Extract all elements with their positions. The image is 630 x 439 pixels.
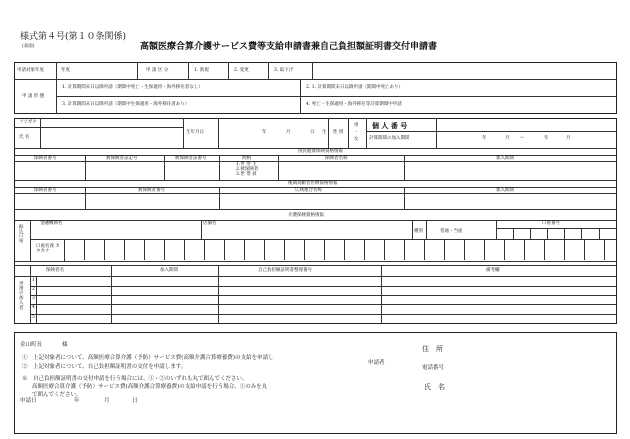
- applicant-name-label: 氏 名: [424, 383, 445, 391]
- phone-field[interactable]: [450, 362, 610, 374]
- statement-benefit-claim[interactable]: ① 上記対象者について、高額医療合算介護（予防）サービス費(高額介護合算療養費)の支給を申請し: [22, 355, 274, 361]
- care-section-title: 介護保険資格情報: [288, 213, 324, 218]
- nhi-insurer-number-header: 保険者番号: [34, 156, 57, 161]
- family-row-number: 5: [32, 315, 35, 320]
- nhi-section-title: 国民健康保険資格情報: [298, 149, 343, 154]
- nhi-insurer-name-header: 保険者名称: [325, 156, 348, 161]
- family-row-number: 2: [32, 287, 35, 292]
- application-form-label: 申 請 形 態: [22, 94, 45, 99]
- sex-male-option[interactable]: 男: [354, 123, 359, 128]
- coverage-period-label: 計算期間の加入期間: [369, 136, 410, 141]
- addressee: 金山町長: [20, 342, 43, 348]
- relation-option-insured[interactable]: 2.被保険者: [236, 167, 259, 172]
- furigana-label: フリガナ: [19, 120, 37, 125]
- nhi-period-header: 加入期間: [496, 156, 514, 161]
- sex-female-option[interactable]: 女: [354, 137, 359, 142]
- form-number: 様式第４号(第１０条関係): [20, 32, 127, 42]
- period-end-month: 月: [566, 136, 571, 141]
- family-row-number: 1: [32, 278, 35, 283]
- account-number-label: 口座番号: [542, 221, 560, 226]
- family-period-header: 加入期間: [160, 268, 178, 273]
- personal-number-field[interactable]: [437, 119, 616, 130]
- period-start-month: 月: [505, 136, 510, 141]
- target-year-unit: 年度: [61, 68, 70, 73]
- account-holder-kana-cells[interactable]: [65, 240, 616, 260]
- nhi-card-symbol-header: 被保険者証記号: [106, 156, 138, 161]
- account-type-label: 種別: [414, 229, 423, 234]
- form-option-1[interactable]: 1. 計算期間末日以降申請（期間中死亡・生保適用・海外移住者なし）: [62, 85, 203, 90]
- address-label: 住 所: [422, 345, 443, 353]
- late-union-name-header: 広域連合名称: [295, 188, 322, 193]
- form-option-2[interactable]: 2. 1. 計算期間末日以降申請（期間中死亡あり）: [306, 85, 403, 90]
- family-row-number: 4: [32, 305, 35, 310]
- family-insurer-header: 保険者名: [46, 268, 64, 273]
- applicant-label: 申請者: [368, 360, 385, 366]
- branch-name-label: 店舗名: [203, 221, 217, 226]
- statement-certificate-request[interactable]: ② 上記対象者について、自己負担額証明書の交付を申請します。: [22, 364, 187, 370]
- application-date-label: 申請日: [20, 398, 37, 404]
- family-certificate-no-header: 自己負担額証明書整理番号: [258, 268, 312, 273]
- address-field[interactable]: [450, 343, 610, 355]
- sex-separator: ・: [354, 130, 359, 135]
- application-year-unit: 年: [74, 398, 80, 404]
- birth-month-unit: 月: [286, 130, 291, 135]
- nhi-relation-header: 続柄: [242, 156, 251, 161]
- form-subnumber: (表面): [22, 44, 35, 49]
- personal-number-label: 個 人 番 号: [372, 121, 408, 130]
- period-end-year: 年: [544, 136, 549, 141]
- late-elderly-section-title: 後期高齢者医療資格情報: [288, 181, 338, 186]
- category-withdraw-option[interactable]: 3. 取下げ: [274, 68, 294, 73]
- birth-day-unit: 日: [310, 130, 315, 135]
- late-period-header: 加入期間: [496, 188, 514, 193]
- phone-label: 電話番号: [422, 365, 445, 371]
- late-insurer-number-header: 保険者番号: [34, 188, 57, 193]
- bank-name-label: 金融機関名: [40, 221, 63, 226]
- name-label: 氏 名: [19, 135, 30, 140]
- category-change-option[interactable]: 2. 変更: [234, 68, 249, 73]
- account-type-options[interactable]: 普通・当座: [440, 229, 463, 234]
- birth-year-unit: 年: [262, 130, 267, 135]
- household-members-label: 世帯の加入者: [19, 282, 24, 311]
- birthdate-label: 生年月日: [186, 130, 204, 135]
- bank-account-section-label: 振込口座: [19, 225, 24, 245]
- note-circle-instruction: で囲んでください。: [32, 392, 82, 398]
- applicant-name-field[interactable]: [450, 381, 610, 393]
- form-option-3[interactable]: 3. 計算期間末日以降申請（期間中生保適用・海外移住者あり）: [62, 102, 190, 107]
- sex-label: 性 別: [333, 130, 344, 135]
- name-field[interactable]: [41, 128, 182, 147]
- application-month-unit: 月: [104, 398, 110, 404]
- note-both-circle: ※ 自己負担額証明書の交付申請を行う場合には、①・②のいずれも丸で囲んでください。: [22, 376, 248, 382]
- family-remarks-header: 備考欄: [486, 268, 500, 273]
- born-suffix: 生: [322, 130, 327, 135]
- account-holder-label: 口座名義 カタカナ: [36, 244, 60, 255]
- honorific: 様: [62, 342, 68, 348]
- family-row-number: 3: [32, 296, 35, 301]
- category-new-option[interactable]: 1. 新規: [194, 68, 209, 73]
- furigana-field[interactable]: [41, 119, 182, 126]
- form-option-4[interactable]: 4. 死亡・生保適用・海外移住等計算期間中申請: [306, 102, 402, 107]
- late-insured-number-header: 被保険者番号: [138, 188, 165, 193]
- relation-option-member[interactable]: 3.世 帯 員: [236, 172, 257, 177]
- category-label: 申 請 区 分: [146, 68, 169, 73]
- application-day-unit: 日: [132, 398, 138, 404]
- relation-option-head[interactable]: 1.世 帯 主: [236, 162, 257, 167]
- note-benefit-only: 高額医療合算介護（予防）サービス費(高額介護合算療養費)の支給申請を行う場合、①のみを丸: [32, 384, 268, 390]
- period-start-year: 年: [482, 136, 487, 141]
- period-tilde: ～: [520, 136, 525, 141]
- page-title: 高額医療合算介護サービス費等支給申請書兼自己負担額証明書交付申請書: [140, 42, 438, 52]
- nhi-card-number-header: 被保険者証番号: [175, 156, 207, 161]
- target-year-label: 申請対象年度: [17, 68, 44, 73]
